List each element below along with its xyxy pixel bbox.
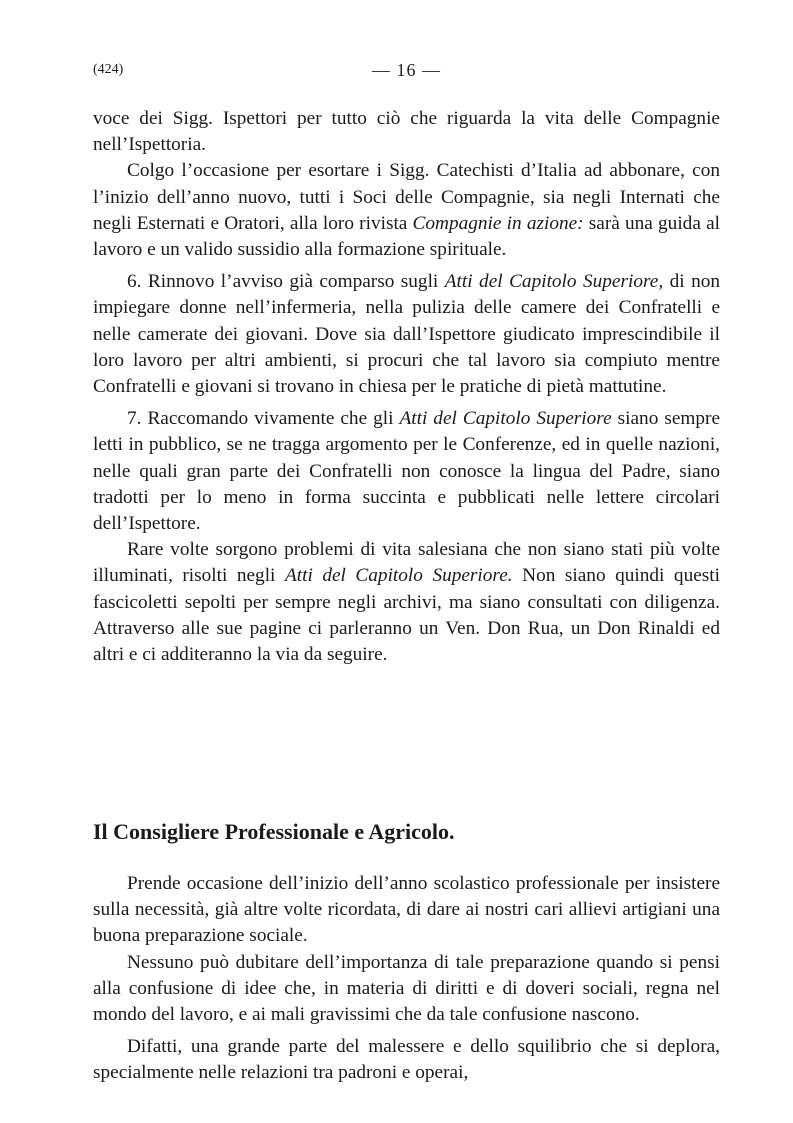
text-segment-italic: Atti del Capitolo Superiore. bbox=[284, 565, 513, 587]
paragraph-item-7 bbox=[93, 406, 720, 537]
text-segment: Prende occasione dell’inizio dell’anno scolastico professionale per insistere sulla necessità, già altre volte ricordata, di dare ai nostri cari allievi artigiani una buona preparazione sociale. bbox=[93, 873, 720, 947]
text-segment: voce dei Sigg. Ispettori per tutto ciò che riguarda la vita delle Compagnie nell’Ispettoria. bbox=[93, 108, 720, 156]
text-segment: Difatti, una grande parte del malessere e dello squilibrio che si deplora, specialmente nelle relazioni tra padroni e operai, bbox=[93, 1036, 720, 1084]
text-segment: Rare volte sorgono problemi di vita salesiana che non siano stati più volte illuminati, risolti negli bbox=[93, 539, 720, 587]
paragraph-difatti bbox=[93, 1034, 720, 1086]
text-segment: sarà una guida al lavoro e un valido sussidio alla formazione spirituale. bbox=[93, 212, 720, 261]
paragraph-catechisti bbox=[93, 158, 720, 263]
text-segment: 7. Raccomando vivamente che gli bbox=[127, 408, 400, 430]
text-segment-italic: Compagnie in azione: bbox=[412, 212, 584, 234]
paragraph-continued bbox=[93, 106, 720, 158]
text-segment: siano sempre letti in pubblico, se ne tragga argomento per le Conferenze, ed in quelle nazioni, nelle quali gran parte dei Confratelli non conosce la lingua del Padre, siano tradotti per lo meno in forma succinta e pubblicati nelle lettere circolari dell’Ispettore. bbox=[93, 408, 721, 535]
paragraph-rare-volte bbox=[93, 537, 720, 668]
paragraph-nessuno bbox=[93, 950, 720, 1029]
paragraph-item-6 bbox=[93, 269, 720, 400]
text-block-top bbox=[93, 106, 720, 668]
text-segment: 6. Rinnovo l’avviso già comparso sugli bbox=[127, 271, 445, 293]
text-segment-italic: Atti del Capitolo Superiore, bbox=[444, 271, 664, 293]
section-heading: Il Consigliere Professionale e Agricolo. bbox=[93, 819, 455, 844]
page-number: — 16 — bbox=[372, 60, 441, 80]
page-header bbox=[93, 60, 720, 84]
page-reference: (424) bbox=[93, 62, 124, 77]
text-segment: Non siano quindi questi fascicoletti sepolti per sempre negli archivi, ma siano consultati con diligenza. Attraverso alle sue pagine ci parleranno un Ven. Don Rua, un Don Rinaldi ed altri e ci additeranno la via da seguire. bbox=[93, 565, 720, 666]
text-segment: di non impiegare donne nell’infermeria, nella pulizia delle camere dei Confratelli e nelle camerate dei giovani. Dove sia dall’Ispettore giudicato imprescindibile il loro lavoro per altri ambienti, si procuri che tal lavoro sia compiuto mentre Confratelli e giovani si trovano in chiesa per le pratiche di pietà mattutine. bbox=[93, 271, 721, 398]
text-segment: Nessuno può dubitare dell’importanza di tale preparazione quando si pensi alla confusione di idee che, in materia di diritti e di doveri sociali, regna nel mondo del lavoro, e ai mali gravissimi che da tale confusione nascono. bbox=[93, 951, 720, 1026]
text-block-bottom bbox=[93, 871, 720, 1087]
text-segment-italic: Atti del Capitolo Superiore bbox=[399, 408, 612, 430]
paragraph-prende bbox=[93, 871, 720, 950]
text-segment: Colgo l’occasione per esortare i Sigg. Catechisti d’Italia ad abbonare, con l’inizio dell’anno nuovo, tutti i Soci delle Compagnie, sia negli Internati che negli Esternati e Oratori, alla loro rivista bbox=[93, 160, 720, 234]
